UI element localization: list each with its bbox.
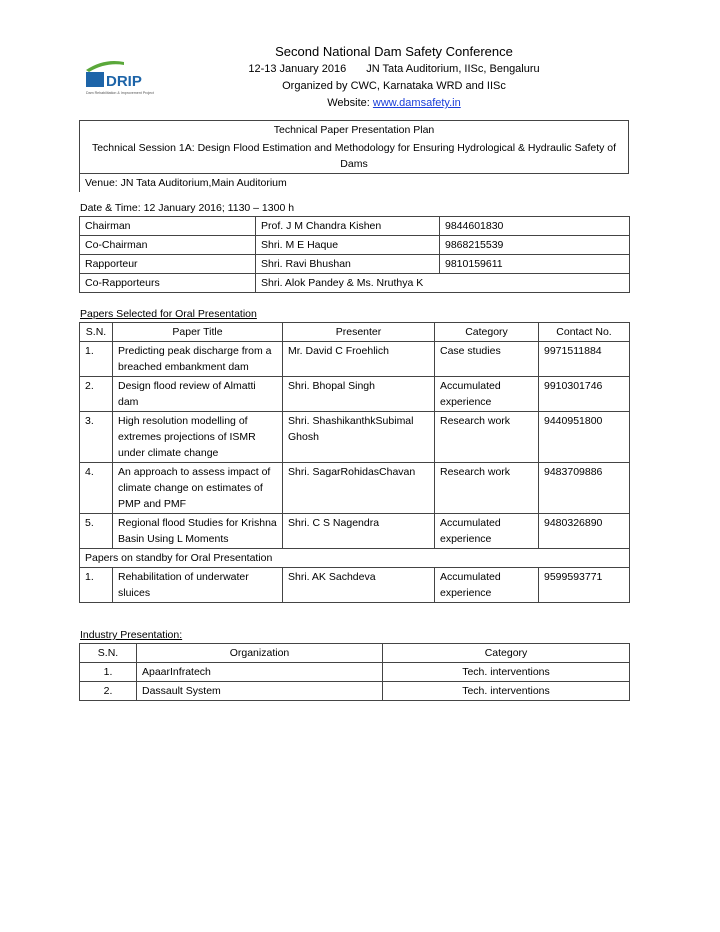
industry-category: Tech. interventions bbox=[383, 682, 630, 701]
paper-presenter: Shri. SagarRohidasChavan bbox=[283, 463, 435, 514]
papers-header-cell: Category bbox=[435, 323, 539, 342]
role-row bbox=[80, 274, 630, 293]
logo-text: DRIP bbox=[106, 73, 142, 90]
paper-sn: 5. bbox=[80, 514, 113, 549]
industry-sn: 2. bbox=[80, 682, 137, 701]
paper-sn: 4. bbox=[80, 463, 113, 514]
papers-section-label: Papers Selected for Oral Presentation bbox=[80, 308, 257, 320]
role-name: Co-Chairman bbox=[80, 236, 256, 255]
industry-row bbox=[80, 682, 630, 701]
logo-caption: Dam Rehabilitation & Improvement Project bbox=[86, 91, 154, 95]
paper-row bbox=[80, 463, 630, 514]
website-link[interactable]: www.damsafety.in bbox=[372, 97, 461, 109]
role-row bbox=[80, 236, 630, 255]
paper-contact: 9971511884 bbox=[539, 342, 630, 377]
role-name: Chairman bbox=[80, 217, 256, 236]
paper-row bbox=[80, 412, 630, 463]
industry-table bbox=[79, 643, 630, 701]
industry-org: ApaarInfratech bbox=[137, 663, 383, 682]
paper-sn: 1. bbox=[80, 342, 113, 377]
role-person: Shri. Ravi Bhushan bbox=[256, 255, 440, 274]
papers-header-cell: Paper Title bbox=[113, 323, 283, 342]
session-title: Technical Session 1A: Design Flood Estimation and Methodology for Ensuring Hydrological & Hydraulic Safety of Dams bbox=[80, 139, 629, 174]
paper-category: Research work bbox=[435, 412, 539, 463]
papers-header-cell: S.N. bbox=[80, 323, 113, 342]
industry-sn: 1. bbox=[80, 663, 137, 682]
papers-header-row bbox=[80, 323, 630, 342]
paper-row bbox=[80, 514, 630, 549]
paper-contact: 9440951800 bbox=[539, 412, 630, 463]
paper-presenter: Shri. ShashikanthkSubimal Ghosh bbox=[283, 412, 435, 463]
industry-section-label: Industry Presentation: bbox=[80, 629, 183, 641]
paper-contact: 9599593771 bbox=[539, 568, 630, 603]
role-phone: 9810159611 bbox=[440, 255, 630, 274]
paper-contact: 9483709886 bbox=[539, 463, 630, 514]
roles-table bbox=[79, 216, 630, 293]
role-phone: 9868215539 bbox=[440, 236, 630, 255]
paper-category: Case studies bbox=[435, 342, 539, 377]
paper-presenter: Shri. Bhopal Singh bbox=[283, 377, 435, 412]
role-person: Shri. M E Haque bbox=[256, 236, 440, 255]
paper-title: Design flood review of Almatti dam bbox=[113, 377, 283, 412]
paper-row bbox=[80, 568, 630, 603]
industry-header-cell: Organization bbox=[137, 644, 383, 663]
conference-title: Second National Dam Safety Conference bbox=[275, 44, 513, 59]
industry-category: Tech. interventions bbox=[383, 663, 630, 682]
standby-label: Papers on standby for Oral Presentation bbox=[80, 549, 630, 568]
papers-header-cell: Presenter bbox=[283, 323, 435, 342]
industry-header-row bbox=[80, 644, 630, 663]
conference-dates: 12-13 January 2016 bbox=[248, 63, 347, 75]
industry-org: Dassault System bbox=[137, 682, 383, 701]
papers-table bbox=[79, 322, 630, 603]
paper-sn: 2. bbox=[80, 377, 113, 412]
industry-header-cell: S.N. bbox=[80, 644, 137, 663]
role-person: Prof. J M Chandra Kishen bbox=[256, 217, 440, 236]
website-label: Website: bbox=[327, 97, 370, 109]
paper-contact: 9480326890 bbox=[539, 514, 630, 549]
industry-row bbox=[80, 663, 630, 682]
paper-presenter: Mr. David C Froehlich bbox=[283, 342, 435, 377]
session-plan-table bbox=[79, 120, 629, 192]
plan-title: Technical Paper Presentation Plan bbox=[80, 121, 629, 140]
standby-label-row bbox=[80, 549, 630, 568]
session-venue: Venue: JN Tata Auditorium,Main Auditorium bbox=[80, 174, 629, 193]
paper-title: An approach to assess impact of climate change on estimates of PMP and PMF bbox=[113, 463, 283, 514]
paper-presenter: Shri. C S Nagendra bbox=[283, 514, 435, 549]
organizers: Organized by CWC, Karnataka WRD and IISc bbox=[282, 80, 506, 92]
paper-sn: 1. bbox=[80, 568, 113, 603]
conference-venue: JN Tata Auditorium, IISc, Bengaluru bbox=[366, 63, 540, 75]
paper-row bbox=[80, 342, 630, 377]
paper-title: High resolution modelling of extremes projections of ISMR under climate change bbox=[113, 412, 283, 463]
role-row bbox=[80, 217, 630, 236]
role-person: Shri. Alok Pandey & Ms. Nruthya K bbox=[256, 274, 630, 293]
paper-title: Regional flood Studies for Krishna Basin Using L Moments bbox=[113, 514, 283, 549]
paper-row bbox=[80, 377, 630, 412]
paper-contact: 9910301746 bbox=[539, 377, 630, 412]
paper-category: Research work bbox=[435, 463, 539, 514]
website-line bbox=[68, 95, 720, 111]
paper-category: Accumulated experience bbox=[435, 514, 539, 549]
role-row bbox=[80, 255, 630, 274]
paper-title: Predicting peak discharge from a breached embankment dam bbox=[113, 342, 283, 377]
paper-sn: 3. bbox=[80, 412, 113, 463]
industry-header-cell: Category bbox=[383, 644, 630, 663]
papers-header-cell: Contact No. bbox=[539, 323, 630, 342]
paper-category: Accumulated experience bbox=[435, 568, 539, 603]
paper-presenter: Shri. AK Sachdeva bbox=[283, 568, 435, 603]
role-name: Co-Rapporteurs bbox=[80, 274, 256, 293]
date-venue-line bbox=[68, 61, 720, 77]
conference-header bbox=[0, 44, 720, 111]
paper-category: Accumulated experience bbox=[435, 377, 539, 412]
role-phone: 9844601830 bbox=[440, 217, 630, 236]
session-datetime: Date & Time: 12 January 2016; 1130 – 1300 h bbox=[80, 202, 295, 214]
paper-title: Rehabilitation of underwater sluices bbox=[113, 568, 283, 603]
role-name: Rapporteur bbox=[80, 255, 256, 274]
